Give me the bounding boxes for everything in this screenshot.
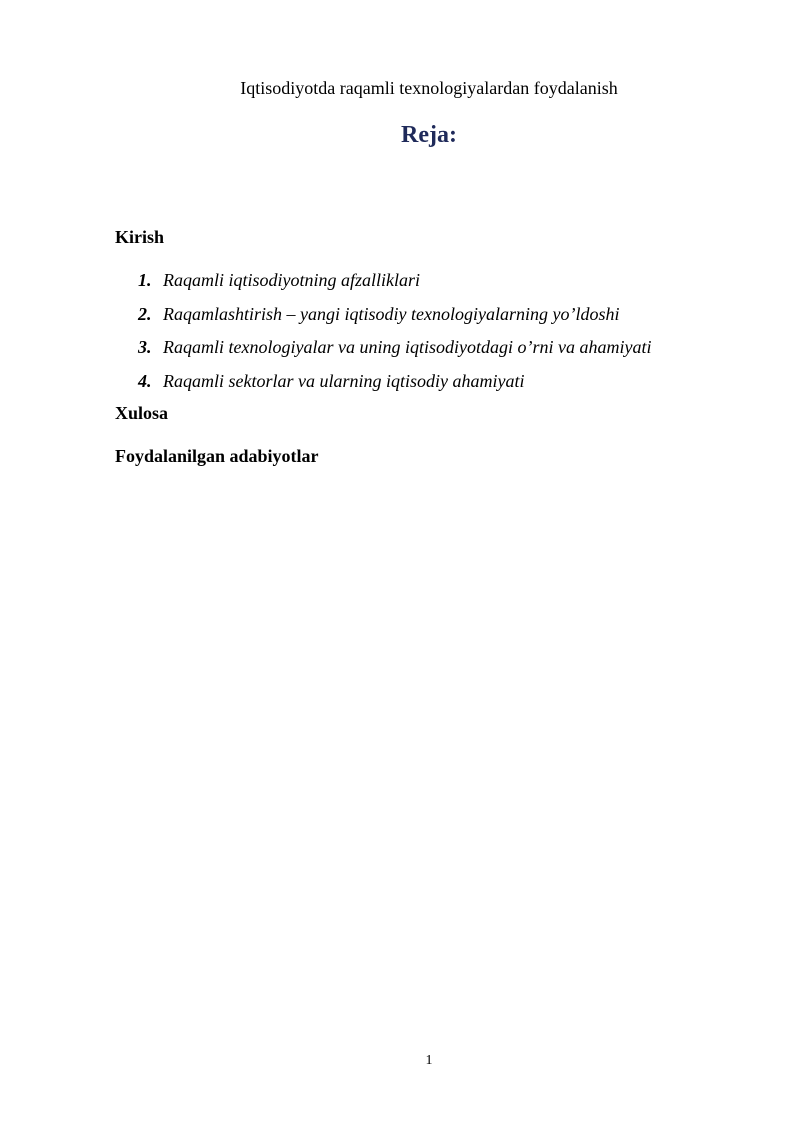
plan-item-text: Raqamli texnologiyalar va uning iqtisodiyotdagi o’rni va ahamiyati: [163, 337, 652, 357]
plan-item: [138, 370, 651, 404]
plan-item-text: Raqamlashtirish – yangi iqtisodiy texnologiyalarning yo’ldoshi: [163, 303, 620, 324]
intro-heading: Kirish: [115, 227, 165, 247]
plan-item-number: 4.: [138, 370, 152, 391]
plan-item: [138, 303, 651, 337]
document-title: Iqtisodiyotda raqamli texnologiyalardan foydalanish: [240, 78, 618, 98]
conclusion-heading: Xulosa: [115, 403, 169, 423]
page-number: 1: [425, 1053, 433, 1068]
plan-item-text: Raqamli sektorlar va ularning iqtisodiy ahamiyati: [163, 370, 525, 391]
plan-list: [138, 269, 651, 403]
plan-item: [138, 336, 651, 370]
plan-item: [138, 269, 651, 303]
plan-item-number: 1.: [138, 270, 152, 290]
plan-item-text: Raqamli iqtisodiyotning afzalliklari: [163, 270, 421, 290]
references-heading: Foydalanilgan adabiyotlar: [115, 446, 319, 466]
plan-item-number: 2.: [138, 303, 152, 324]
plan-heading: Reja:: [401, 122, 457, 148]
plan-item-number: 3.: [138, 337, 152, 357]
